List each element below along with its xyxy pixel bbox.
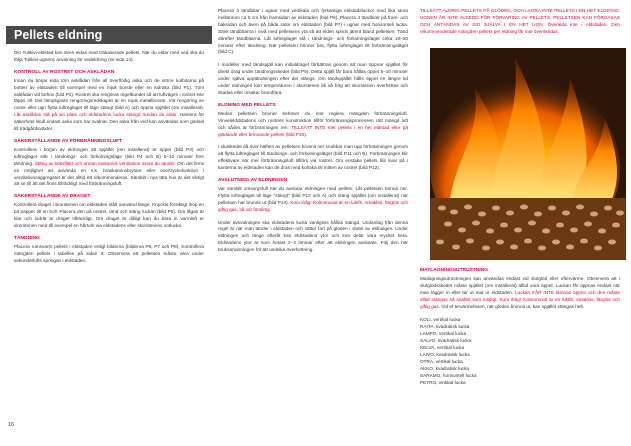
list-item: RAITA, kvadratisk lucka — [420, 324, 470, 330]
list-item: OTRA, vertikal lucka — [420, 359, 463, 365]
list-item: SALVO, kvadratisk lucka — [420, 338, 472, 344]
heading-grate-check: KONTROLL AV ROSTRET OCH ASKLÅDAN — [14, 69, 115, 75]
intro-paragraph: Din Tulikivi-eldstad kan även eldas med träbaserade pellets. När du eldar med ved ska du följa Tulikivi-ugnens anvisning för vedeldning (se sida 14). — [14, 50, 204, 62]
list-item: LAIVO, kvadratisk lucka — [420, 352, 470, 358]
column-right — [420, 8, 620, 42]
page-title: Pellets eldning — [6, 26, 212, 44]
list-item: SARAMO, horisontell lucka — [420, 373, 477, 379]
paragraph-cooling: Under avsvalningen ska eldstadens lucka vanligtvis hållas stängd. Undantag från denna regel är när man tänder i eldstaden och sätter fart på glöden i slutet av eldningen. Under eldningen och länge efteråt kan eldstadens ytor och inre delar vara mycket heta. Eldstadens ytor är som hetast 2–3 timmar efter att eldningen avslutats. Följ den här bruksanvisningen för att undvika överhettning. — [218, 219, 408, 253]
page-number: 16 — [8, 422, 15, 428]
column-left — [14, 50, 204, 270]
paragraph-kindling: Placera 3 tändbitar i ugnar med vertikala och fyrkantiga eldstadsluckor med lika stora mellanrum ca 5 cm från framsidan av eldstaden (bild P6). Placera 4 tändbitar på fram- och baksidan och även på båda sidor om eldstaden (bild P7) i ugnar med horisontell lucka. Sänk tändbitarna i nivå med pelletsens yta så att elden sprids jämnt bland pelletsen. Tänd därefter tändbitarna. Låt luftreglaget stå i tändnings- och förkolningsläget cirka 10–20 minuter efter tändning. När pelletsen brinner bra, flytta luftreglaget till förbränningsläget (bild C). — [218, 8, 408, 55]
list-item: AKKO, kvadratisk lucka — [420, 366, 469, 372]
paragraph-cooking: Matlagningsutrustningen kan användas endast vid slutglöd eller eftervärme. Observera att i slutglödsskedet måste spjället (om installerat) alltid vara öppet. Luckan får öppnas endast när man lägger in eller tar ut mat ur eldstaden. Luckan FÅR INTE lämnas öppen och den måste alltid stängas så snabbt som möjligt. Kom ihåg! Kolmonoxid är en luktfri, smaklös, färglös och giftig gas. Vid ef tervärmefasen, när glöden brunnit ut, kan spjället stängas helt. — [420, 275, 620, 309]
heading-ending-firing: AVSLUTNING AV ELDNINGEN — [218, 178, 288, 184]
list-item: PETRO, vinklad lucka — [420, 380, 466, 386]
column-right-lower — [420, 266, 620, 386]
paragraph-ending: Var särskilt omsorgsfull när du avslutar eldningen med pellets. Låt pelletsen brinna ner. Flytta luftreglaget till läge "stängt" (bild P13 och A) och stäng spjället (om installerat) när pelletsen har brunnit ut (bild P14). Kom ihåg! Kolmonoxid är en luktfri, smaklös, färglös och giftig gas, så var försiktig. — [218, 185, 408, 212]
warning-text: TILLSÄTT ALDRIG PELLETS PÅ GLÖDEN, OCH LAGRA INTE PELLETS I EN HET ELDSTAD. UGNEN ÄR INTE AVSEDD FÖR FÖRVARING AV PELLETS. PELLETSEN KAN FÖRGASAS OCH ANTÄNDAS AV SIG SJÄLVA I EN HET UGN. Överalda inte i eldstaden. Den rekommenderade mängden pellets per eldning får inte överskridas. — [420, 8, 620, 34]
paragraph-firing: Medan pelletsen brinner behöver du inte reglera mängden förbränningsluft. Vinvelelddstadens och rostrets konstruktion tillför förbränningsprocessen rätt mängd luft och sådes är förbränningen ren. TILLSÄTT INTE mer pellets i en het eldstad eller på glödande eller brinnande pellets (bild P10). — [218, 110, 408, 137]
paragraph-grate: Innan du börjar elda töm asklådan från all överflödig aska och de större kolbitarna på botten av eldstaden till exempel med en mjuk borste eller en kolraka (bild P1). Töm asklådan vid behov (bild P2). Rostret ska rengöras regelbundet så att luftvägen i rostret inte täpps till. Det lämpligaste rengöringsredskapet är en mjuk metallborste. Vid rengöring av roster eller ugn flytta luftreglaget till läge stängt (bild A) och öppna spjället (om installerat). Låt asklådan stå på sin plats och eldstadens lucka stängd medan du eldar. Hantera för säkerhets skull endast aska som har svalnat. Den aska från ved kan användas som gödsel till trädgårdsväxter. — [14, 77, 205, 132]
paragraph-draught: Kontrollera draget i skorstenen om eldstaden stått oanvänd länge. Knyckla försiktigt ihop en bit papper till en boll. Placera den på rostret, tänd och stäng luckan (bild P5). Om lågan är klar och lodrät är draget tillräckligt. Om draget är dåligt kan du bära in varmluft er skorstenen med till exempel en hårtork via eldstadens eller skorstenens sotlucka. — [14, 202, 204, 228]
fire-photo — [430, 48, 626, 260]
paragraph-air: Kontrollera i början av eldningen att spjället (om installerat) är öppet (bild P3) och luftreglaget står i tändnings- och förkolningsläge (bild P4 och B) 5–10 minuter före tändning. Stäng av köksfläkt och annan mekanisk ventilation innan du tänder. Om det finns en möjlighet att använda en s.k. braskaminsbrytare eller övertrycksfunktion i ventilationsaggregatet är det alltid ett rekommenderas. Särskilt i nya täta hus är det viktigt att se till att det finns tillräckligt med förbränningsluft. — [14, 146, 204, 187]
paragraph-final-stage: I slutskedet då över hälften av pelletsen brunnit ner snabbar man upp förbränningen genom att flytta luftreglaget till tändnings- och förkolningsläget (bild P11 och B). Förbränningen blir effektivare när mer förbränningsluft tillförs via rostret. Om enstaka pellets blir kvar på i kanterna av eldstaden kan de dras med kolraka till mitten av rostret (bild P12). — [218, 144, 408, 171]
heading-ignition: TÄNDNING — [14, 235, 40, 241]
heading-combustion-air: SÄKERSTÄLLANDE AV FÖRBRÄNNINGSLUFT — [14, 138, 123, 144]
list-item: KOLI, vertikal lucka — [420, 317, 461, 323]
flame-icon — [430, 48, 626, 260]
list-item: KELVA, vertikal lucka — [420, 345, 465, 351]
paragraph-ignition: Placera rumsvarm pellets i eldstaden enligt bilderna (bilderna P6, P7 och P8). Kontrollera mängden pellets i tabellen på sidan 3. Observera att pelletsen måste vara under sekundärlufts springan i eldstaden. — [14, 243, 204, 263]
heading-draught: SÄKERSTÄLLANDE AV DRAGET — [14, 194, 91, 200]
model-list — [420, 316, 620, 386]
heading-firing-pellets: ELDNING MED PELLETS — [218, 102, 276, 108]
column-middle — [218, 8, 408, 260]
heading-cooking-equipment: MATLAGNINGSUTRUSTNING — [420, 268, 489, 273]
list-item: LAMPO, vertikal lucka — [420, 331, 467, 337]
paragraph-ignition-damper: I modeller med tändspjäll kan initialdraget förbättras genom att man öppnar spjället för direkt drag under tändningsskedet (bild P9). Detta spjäll får bara hållas öppet 5–10 minuter under själva upptändningen efter det stängs. Om tändspjället hålls öppet en längre tid under eldningen kan temperaturen i skorstenen bli så hög att skorstenen överhettas och skadas eller orsakar brandfara. — [218, 62, 408, 95]
